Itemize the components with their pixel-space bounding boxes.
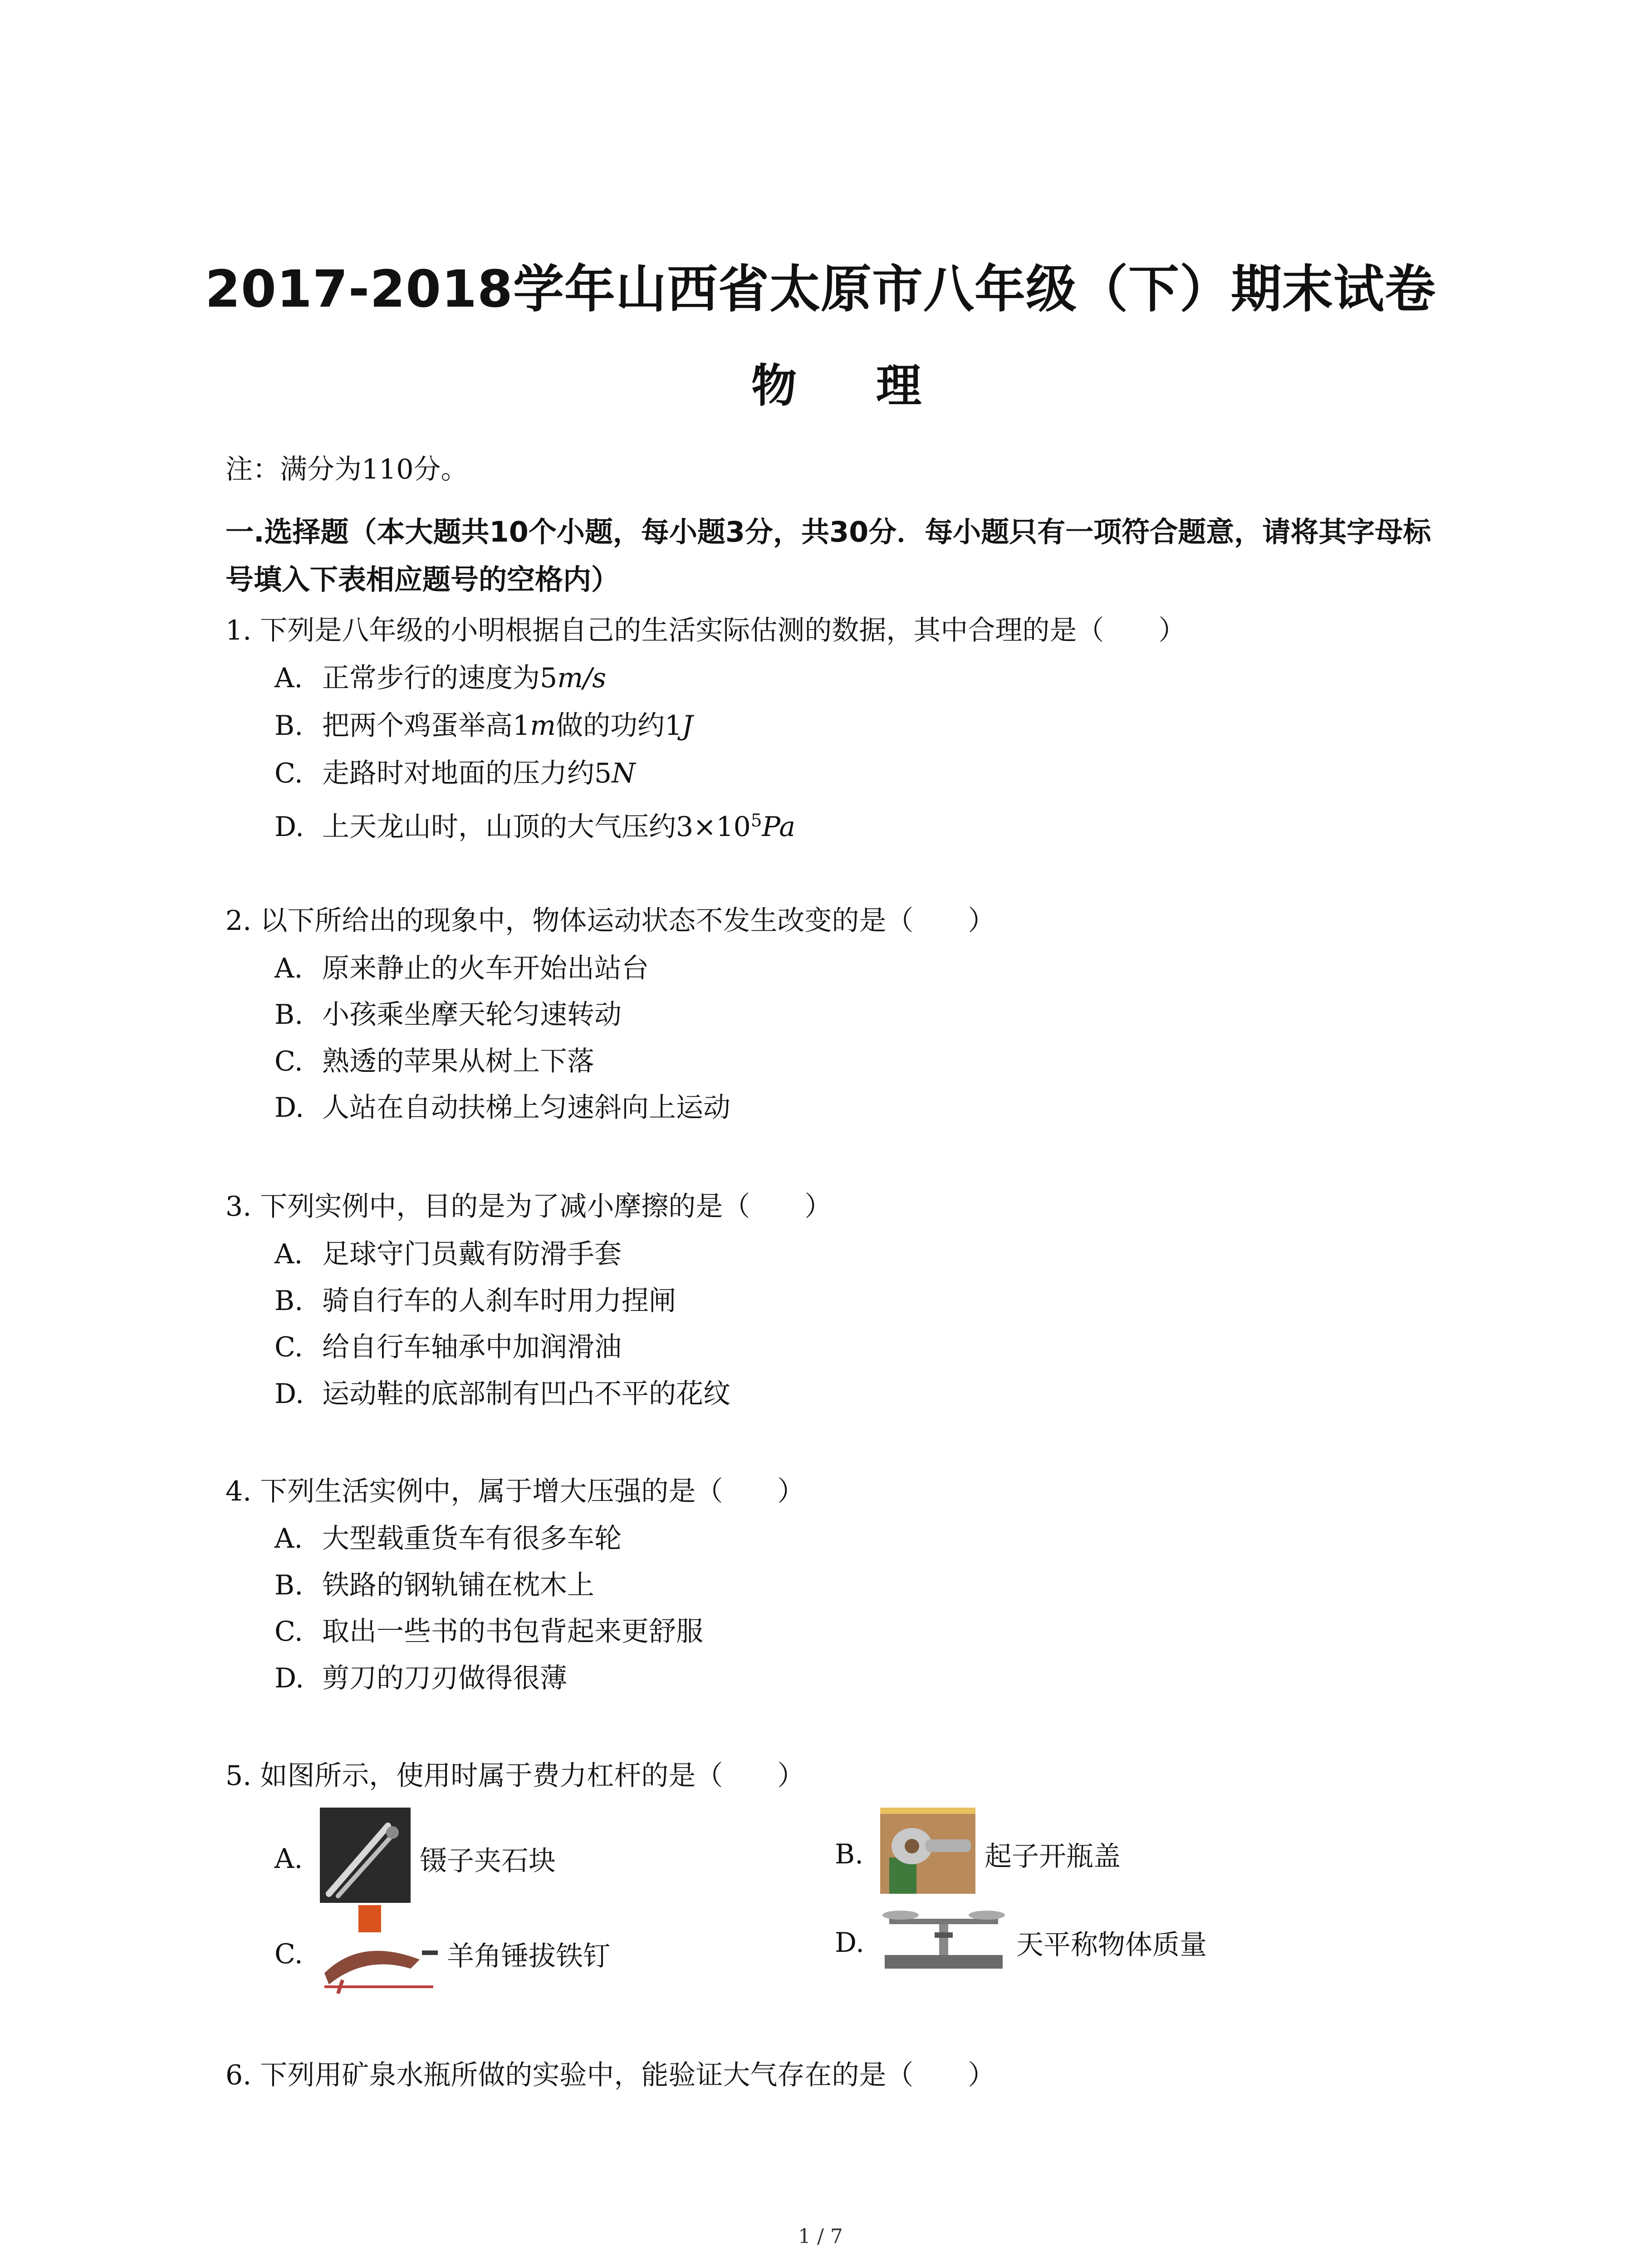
unit: Pa [762, 811, 796, 843]
option-label: A. [274, 953, 303, 984]
option-label: C. [274, 1616, 303, 1647]
option-label: A. [274, 662, 303, 694]
option-text: 小孩乘坐摩天轮匀速转动 [322, 999, 622, 1031]
question-4-stem: 4. 下列生活实例中，属于增大压强的是（ ） [225, 1476, 805, 1507]
option-label: B. [274, 710, 304, 742]
option-text: 人站在自动扶梯上匀速斜向上运动 [322, 1092, 730, 1124]
unit: J [682, 710, 693, 742]
unit: N [612, 758, 636, 789]
bottle-opener-icon [880, 1808, 975, 1901]
exam-title: 2017-2018学年山西省太原市八年级（下）期末试卷 [205, 260, 1436, 319]
question-1-stem: 1. 下列是八年级的小明根据自己的生活实际估测的数据，其中合理的是（ ） [225, 615, 1186, 646]
exponent: 5 [750, 811, 762, 831]
page-indicator: 1 / 7 [798, 2225, 843, 2248]
question-5-option-a [274, 1808, 556, 1910]
question-3-option-c [274, 1331, 622, 1363]
question-1-option-d [274, 812, 795, 841]
option-label: B. [835, 1838, 864, 1870]
option-label: D. [274, 811, 304, 843]
tweezers-icon [320, 1808, 411, 1910]
option-label: D. [274, 1662, 304, 1694]
option-label: A. [274, 1843, 303, 1875]
question-3-stem: 3. 下列实例中，目的是为了减小摩擦的是（ ） [225, 1191, 832, 1222]
option-text: 运动鞋的底部制有凹凸不平的花纹 [322, 1378, 730, 1410]
option-text: 大型载重货车有很多车轮 [322, 1523, 622, 1554]
option-label: B. [274, 1285, 304, 1317]
option-text: 上天龙山时，山顶的大气压约3×10 [322, 811, 751, 843]
option-text: 把两个鸡蛋举高1 [322, 710, 530, 742]
option-label: D. [274, 1092, 304, 1124]
section-heading: 一.选择题（本大题共10个小题，每小题3分，共30分．每小题只有一项符合题意，请将其字母标号填入下表相应题号的空格内） [225, 515, 1431, 596]
question-3-option-b [274, 1287, 676, 1315]
question-3-option-a [274, 1238, 622, 1270]
question-2-option-c [274, 1048, 594, 1075]
balance-scale-icon [880, 1905, 1007, 1980]
option-label: D. [274, 1378, 304, 1410]
option-text: 骑自行车的人刹车时用力捏闸 [322, 1285, 676, 1317]
option-text: 取出一些书的书包背起来更舒服 [322, 1616, 703, 1647]
option-label: B. [274, 999, 304, 1031]
question-4-option-d [274, 1662, 567, 1694]
question-5-option-d [835, 1905, 1207, 1980]
option-text: 羊角锤拔铁钉 [447, 1940, 610, 1972]
option-label: D. [835, 1926, 865, 1959]
option-label: A. [274, 1238, 303, 1270]
option-label: B. [274, 1569, 304, 1601]
unit: m/s [557, 662, 607, 694]
option-label: C. [274, 1046, 303, 1077]
question-1-option-b [274, 710, 693, 742]
option-text: 给自行车轴承中加润滑油 [322, 1331, 622, 1363]
question-6-stem: 6. 下列用矿泉水瓶所做的实验中，能验证大气存在的是（ ） [225, 2059, 995, 2091]
option-text: 天平称物体质量 [1016, 1929, 1207, 1961]
option-text: 铁路的钢轨铺在枕木上 [322, 1569, 594, 1601]
option-text: 足球守门员戴有防滑手套 [322, 1238, 622, 1270]
question-4-option-c [274, 1618, 703, 1645]
option-label: A. [274, 1523, 303, 1554]
question-2-stem: 2. 以下所给出的现象中，物体运动状态不发生改变的是（ ） [225, 905, 995, 937]
option-text: 正常步行的速度为5 [322, 662, 558, 694]
question-5-stem: 5. 如图所示，使用时属于费力杠杆的是（ ） [225, 1760, 805, 1792]
option-text: 镊子夹石块 [420, 1845, 556, 1877]
option-text: 起子开瓶盖 [985, 1840, 1121, 1872]
option-text: 走路时对地面的压力约5 [322, 758, 612, 789]
question-5-option-c [274, 1905, 610, 2003]
question-5-option-b [835, 1808, 1121, 1901]
option-label: C. [274, 758, 303, 789]
option-label: C. [274, 1938, 303, 1970]
unit: m [530, 710, 556, 742]
claw-hammer-icon [320, 1905, 438, 2003]
question-2-option-a [274, 955, 649, 982]
question-4-option-a [274, 1525, 622, 1552]
question-1-option-a [274, 662, 607, 694]
option-text: 原来静止的火车开始出站台 [322, 953, 649, 984]
question-3-option-d [274, 1380, 730, 1408]
subject-title: 物 理 [751, 359, 953, 412]
option-text: 熟透的苹果从树上下落 [322, 1046, 594, 1077]
question-1-option-c [274, 760, 636, 787]
question-2-option-b [274, 999, 622, 1031]
question-4-option-b [274, 1569, 594, 1601]
option-label: C. [274, 1331, 303, 1363]
question-2-option-d [274, 1092, 730, 1124]
score-note: 注：满分为110分。 [225, 454, 468, 485]
option-text: 剪刀的刀刃做得很薄 [322, 1662, 567, 1694]
option-text: 做的功约1 [556, 710, 682, 742]
